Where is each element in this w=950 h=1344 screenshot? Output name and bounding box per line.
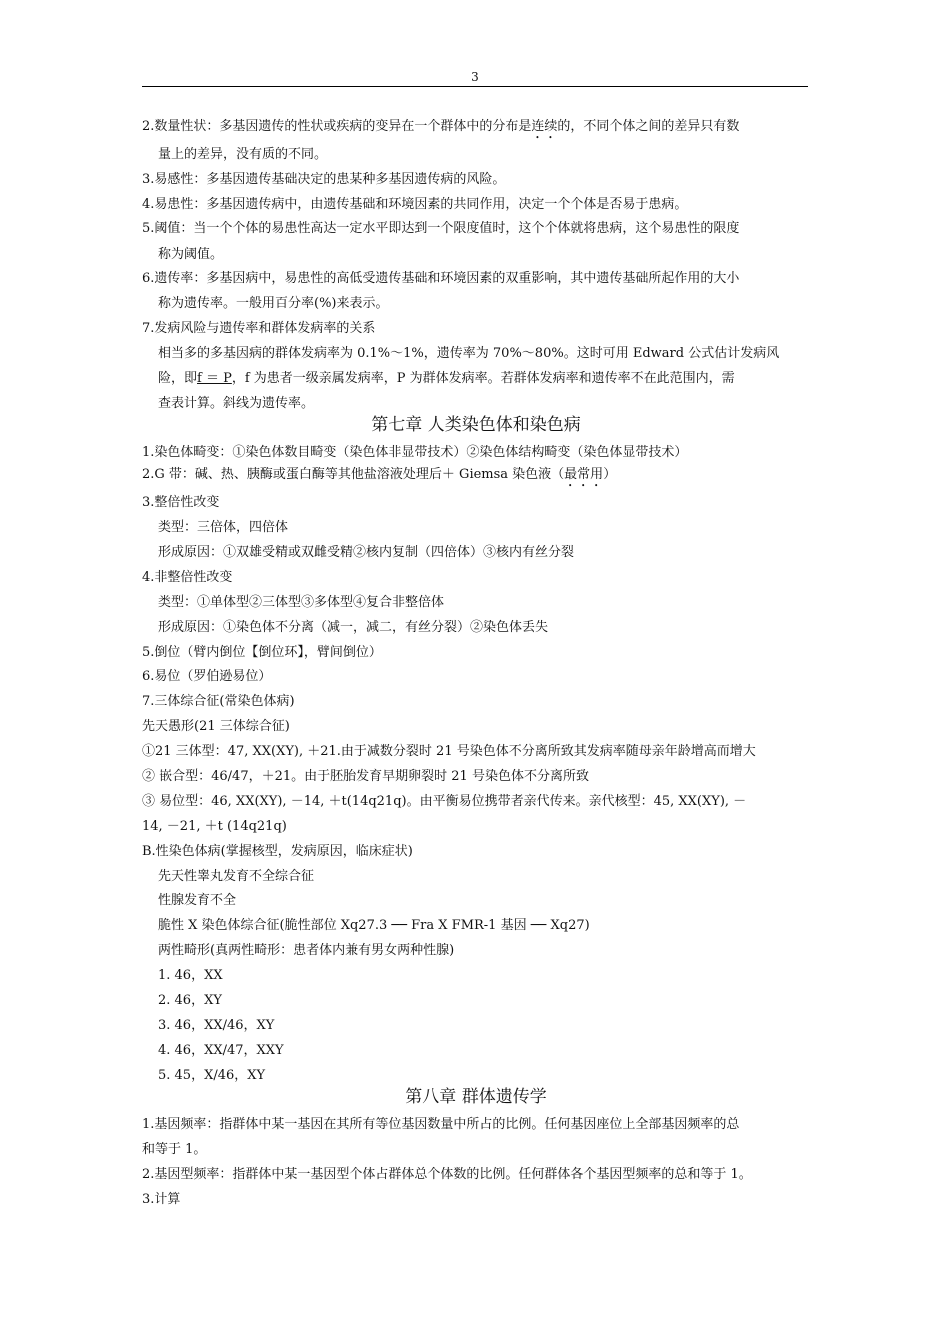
text-line: ③ 易位型：46, XX(XY), －14, ＋t(14q21q)。由平衡易位携带者亲代传来。亲代核型：45, XX(XY), － [142,794,747,809]
text-line: 形成原因：①染色体不分离（减一，减二，有丝分裂）②染色体丢失 [158,620,549,635]
chapter-8-heading: 第八章 群体遗传学 [405,1087,547,1107]
text-line: 6.易位（罗伯逊易位） [142,669,272,684]
text-line: 5.阈值：当一个个体的易患性高达一定水平即达到一个限度值时，这个个体就将患病，这个易患性的限度 [142,221,740,236]
text-line: 4.非整倍性改变 [142,570,233,585]
text-line: 称为阈值。 [158,247,224,262]
text-line: ①21 三体型：47, XX(XY), ＋21.由于减数分裂时 21 号染色体不分离所致其发病率随母亲年龄增高而增大 [142,744,756,759]
text-line: 先天愚形(21 三体综合征) [142,719,290,734]
text-line: 先天性睾丸发育不全综合征 [158,869,315,884]
text-line: 和等于 1。 [142,1142,207,1157]
text-line: 相当多的多基因病的群体发病率为 0.1%～1%，遗传率为 70%～80%。这时可用 Edward 公式估计发病风 [158,346,780,361]
chapter-7-heading: 第七章 人类染色体和染色病 [371,415,581,435]
text-line: 查表计算。斜线为遗传率。 [158,396,315,411]
page-number: 3 [471,70,479,84]
text-line: 类型：三倍体，四倍体 [158,520,289,535]
text-line: 4.易患性：多基因遗传病中，由遗传基础和环境因素的共同作用，决定一个个体是否易于患病。 [142,197,688,212]
text-line: 14, －21, ＋t (14q21q) [142,819,287,834]
text-line: 7.发病风险与遗传率和群体发病率的关系 [142,321,376,336]
text-line: ② 嵌合型：46/47，＋21。由于胚胎发育早期卵裂时 21 号染色体不分离所致 [142,769,589,784]
edward-formula: f ＝ P [197,371,232,386]
text-line: 性腺发育不全 [158,893,237,908]
header-rule [142,86,808,87]
text-line: 险，即f ＝ P，f 为患者一级亲属发病率，P 为群体发病率。若群体发病率和遗传率不在此范围内，需 [158,371,735,386]
text-line: 量上的差异，没有质的不同。 [158,147,328,162]
list-item: 4. 46，XX/47，XXY [158,1043,284,1058]
list-item: 5. 45，X/46，XY [158,1068,266,1083]
text-line: 3.整倍性改变 [142,495,220,510]
list-item: 1. 46，XX [158,968,223,983]
text-line: 2.数量性状：多基因遗传的性状或疾病的变异在一个群体中的分布是连续的，不同个体之间的差异只有数 [142,119,740,134]
text-line: 5.倒位（臂内倒位【倒位环】，臂间倒位） [142,645,382,660]
list-item: 2. 46，XY [158,993,222,1008]
text-line: 两性畸形(真两性畸形：患者体内兼有男女两种性腺) [158,943,455,958]
text-line: 形成原因：①双雄受精或双雌受精②核内复制（四倍体）③核内有丝分裂 [158,545,575,560]
text-line: 7.三体综合征(常染色体病) [142,694,295,709]
text-line: 脆性 X 染色体综合征(脆性部位 Xq27.3 ── Fra X FMR-1 基因 ── Xq27) [158,918,590,933]
text-line: 类型：①单体型②三体型③多体型④复合非整倍体 [158,595,445,610]
text-line: 1.基因频率：指群体中某一基因在其所有等位基因数量中所占的比例。任何基因座位上全部基因频率的总 [142,1117,740,1132]
text-line: 3.计算 [142,1192,181,1207]
text-line: 2.G 带：碱、热、胰酶或蛋白酶等其他盐溶液处理后＋ Giemsa 染色液（最常用） [142,467,617,482]
text-line: 2.基因型频率：指群体中某一基因型个体占群体总个体数的比例。任何群体各个基因型频率的总和等于 1。 [142,1167,752,1182]
list-item: 3. 46，XX/46，XY [158,1018,275,1033]
text-line: 1.染色体畸变：①染色体数目畸变（染色体非显带技术）②染色体结构畸变（染色体显带技术） [142,445,688,460]
text-line: 6.遗传率：多基因病中，易患性的高低受遗传基础和环境因素的双重影响，其中遗传基础所起作用的大小 [142,271,740,286]
text-line: 3.易感性：多基因遗传基础决定的患某种多基因遗传病的风险。 [142,172,506,187]
text-line: B.性染色体病(掌握核型，发病原因，临床症状) [142,844,413,859]
text-line: 称为遗传率。一般用百分率(%)来表示。 [158,296,389,311]
